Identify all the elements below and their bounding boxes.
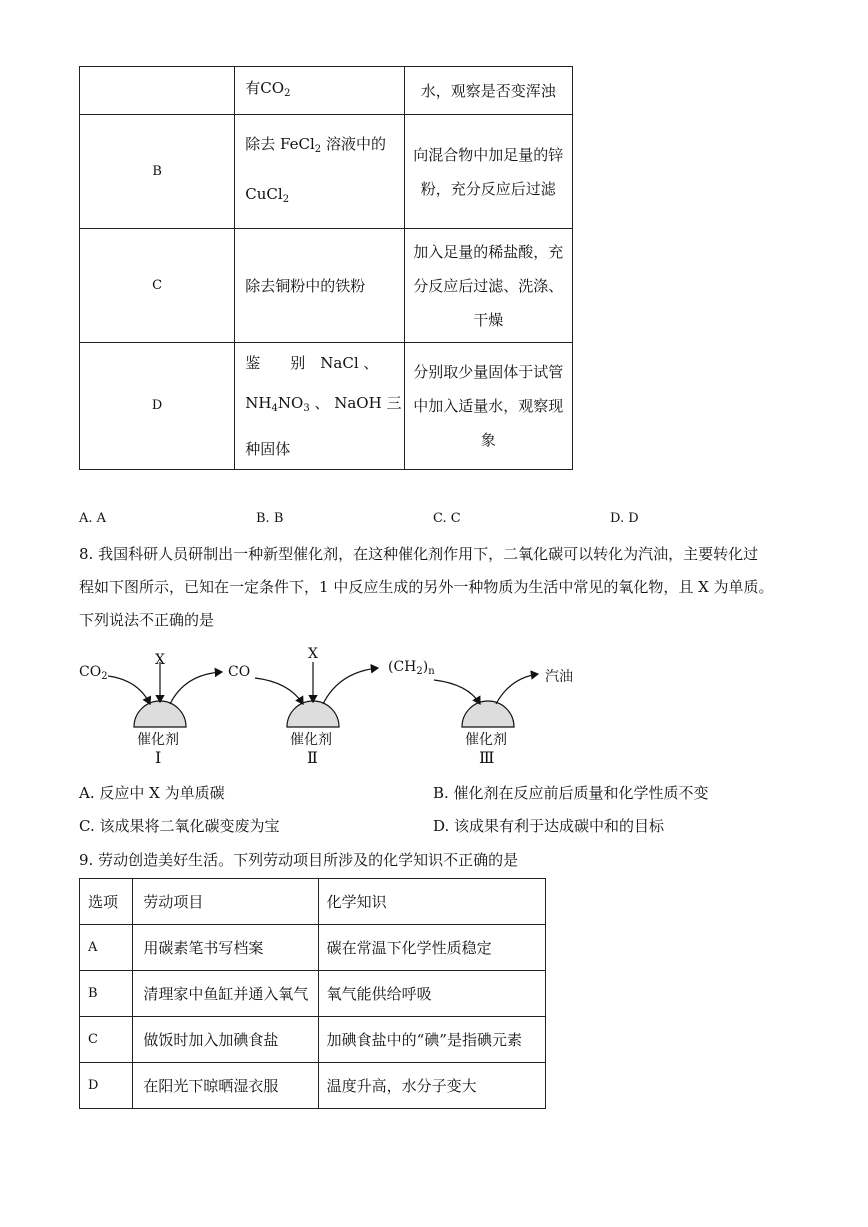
label-gasoline: 汽油 <box>545 669 573 685</box>
arrow-co2-in <box>108 676 150 704</box>
catalyst-dome-3 <box>462 701 514 727</box>
project-cell: 做饭时加入加碘食盐 <box>133 1017 318 1063</box>
project-cell: 用碳素笔书写档案 <box>133 925 318 971</box>
catalyst-dome-1 <box>134 701 186 727</box>
table-row <box>80 925 546 971</box>
question-8-line3: 下列说法不正确的是 <box>79 611 215 629</box>
option-cell: D <box>80 343 235 470</box>
project-cell: 在阳光下晾晒湿衣服 <box>133 1063 318 1109</box>
q8-option-a: A. 反应中 X 为单质碳 <box>79 784 225 802</box>
q8-option-d: D. 该成果有利于达成碳中和的目标 <box>433 817 665 835</box>
option-c: C. C <box>433 511 461 526</box>
table-row <box>80 1063 546 1109</box>
labor-table <box>79 878 546 1109</box>
table-row <box>80 115 573 229</box>
question-8-line1: 8. 我国科研人员研制出一种新型催化剂，在这种催化剂作用下，二氧化碳可以转化为汽油，主要转化过 <box>79 545 759 563</box>
option-cell: C <box>80 1017 133 1063</box>
method-cell: 分别取少量固体于试管中加入适量水，观察现象 <box>404 343 572 470</box>
q8-option-b: B. 催化剂在反应前后质量和化学性质不变 <box>433 784 709 802</box>
table-row <box>80 67 573 115</box>
purpose-cell: 除去 FeCl$_2$ 溶液中的 CuCl$_2$ <box>235 115 404 229</box>
knowledge-cell: 碳在常温下化学性质稳定 <box>318 925 545 971</box>
arrow-co-in <box>255 678 303 704</box>
label-co2: $CO_2$ <box>79 664 108 682</box>
label-x2: X <box>308 646 318 662</box>
table-header-row <box>80 879 546 925</box>
table-row <box>80 343 573 470</box>
option-cell: B <box>80 115 235 229</box>
method-cell: 向混合物中加足量的锌粉，充分反应后过滤 <box>404 115 572 229</box>
header-option: 选项 <box>80 879 133 925</box>
arrow-gasoline-out <box>496 674 538 704</box>
knowledge-cell: 加碘食盐中的“碘”是指碘元素 <box>318 1017 545 1063</box>
question-8-line2: 程如下图所示，已知在一定条件下，1 中反应生成的另外一种物质为生活中常见的氧化物，且 X 为单质。 <box>79 578 774 596</box>
knowledge-cell: 温度升高，水分子变大 <box>318 1063 545 1109</box>
knowledge-cell: 氧气能供给呼吸 <box>318 971 545 1017</box>
roman-3: Ⅲ <box>479 748 495 767</box>
header-project: 劳动项目 <box>133 879 318 925</box>
option-a: A. A <box>79 511 107 526</box>
option-cell: C <box>80 229 235 343</box>
catalyst-dome-2 <box>287 701 339 727</box>
table-row <box>80 229 573 343</box>
label-co: CO <box>228 664 251 680</box>
catalyst-label-2: 催化剂 <box>290 732 332 748</box>
arrow-ch2-out <box>323 668 378 704</box>
arrow-co-out <box>170 672 222 704</box>
option-cell: B <box>80 971 133 1017</box>
label-x1: X <box>155 652 165 668</box>
experiment-table <box>79 66 573 470</box>
option-cell <box>80 67 235 115</box>
option-cell: D <box>80 1063 133 1109</box>
label-ch2n: $(CH_2)_n$ <box>388 659 435 677</box>
question-9-stem: 9. 劳动创造美好生活。下列劳动项目所涉及的化学知识不正确的是 <box>79 851 519 869</box>
q8-option-c: C. 该成果将二氧化碳变废为宝 <box>79 817 280 835</box>
purpose-cell: 有$CO_2$ <box>235 67 404 115</box>
table-row <box>80 971 546 1017</box>
method-cell: 加入足量的稀盐酸，充分反应后过滤、洗涤、干燥 <box>404 229 572 343</box>
roman-1: Ⅰ <box>155 748 162 767</box>
project-cell: 清理家中鱼缸并通入氧气 <box>133 971 318 1017</box>
option-d: D. D <box>610 511 639 526</box>
purpose-cell: 鉴 别 NaCl 、 $NH_4NO_3$ 、 NaOH 三 种固体 <box>235 343 404 470</box>
roman-2: Ⅱ <box>307 748 318 767</box>
table-row <box>80 1017 546 1063</box>
method-cell: 水，观察是否变浑浊 <box>404 67 572 115</box>
catalyst-label-1: 催化剂 <box>137 732 179 748</box>
purpose-cell: 除去铜粉中的铁粉 <box>235 229 404 343</box>
header-knowledge: 化学知识 <box>318 879 545 925</box>
option-b: B. B <box>256 511 284 526</box>
catalyst-label-3: 催化剂 <box>465 732 507 748</box>
arrow-ch2-in <box>434 680 480 704</box>
option-cell: A <box>80 925 133 971</box>
